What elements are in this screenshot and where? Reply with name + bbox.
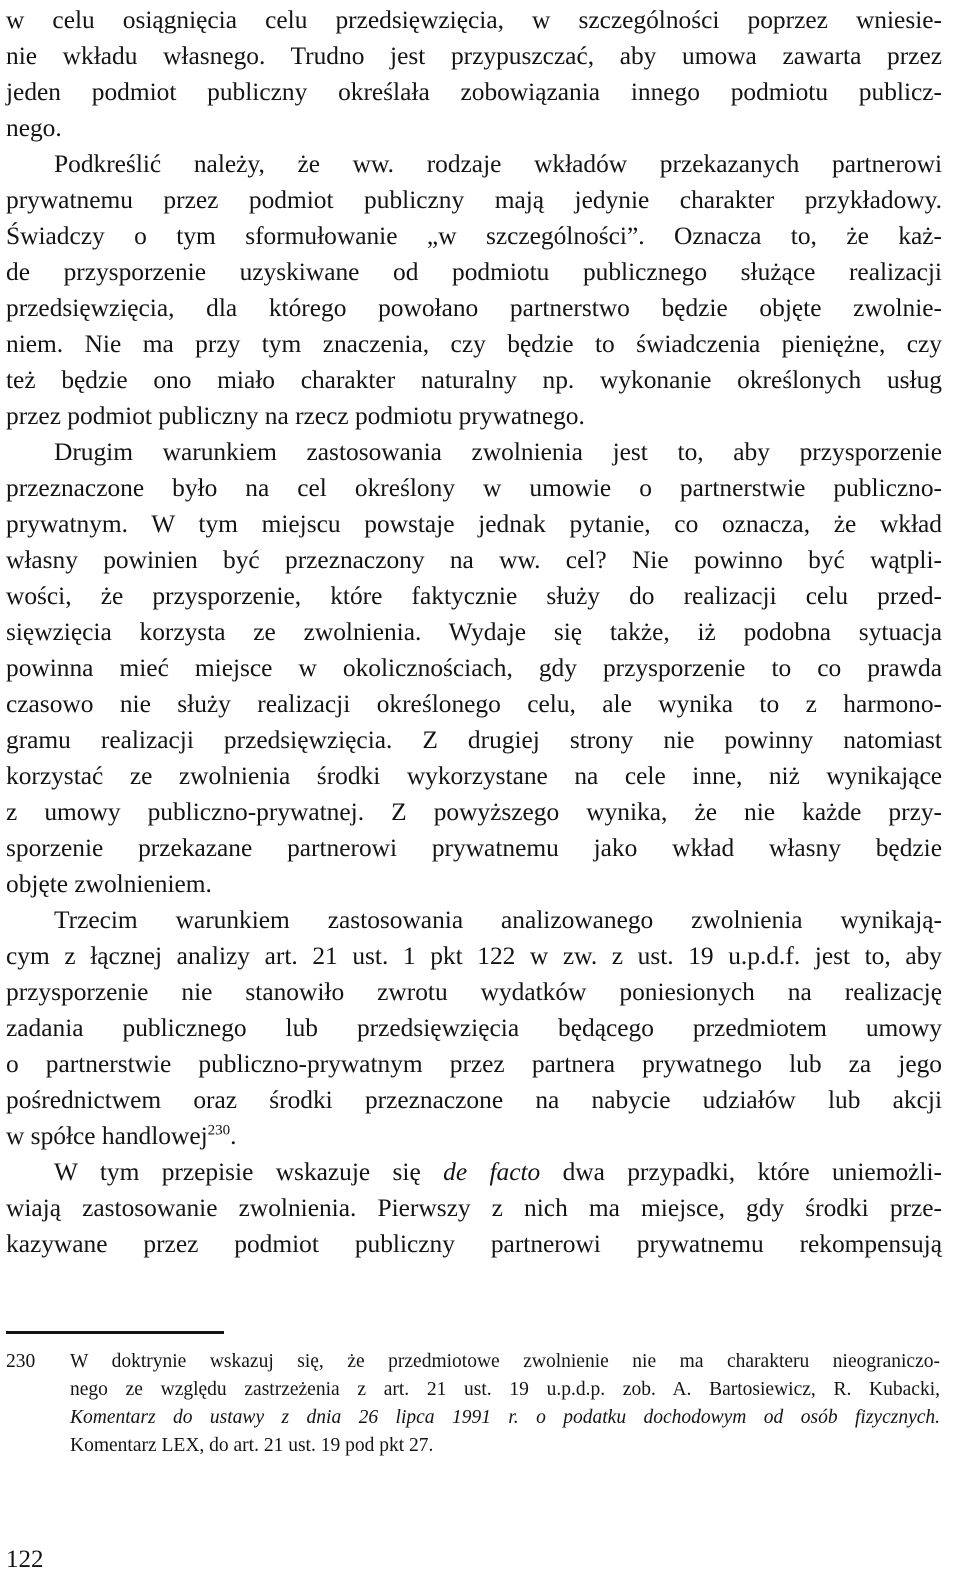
text-line: Świadczy o tym sformułowanie „w szczególności”. Oznacza to, że każ- <box>6 222 942 250</box>
text-line: kazywane przez podmiot publiczny partnerowi prywatnemu rekompensują <box>6 1230 942 1258</box>
text-line: przysporzenie nie stanowiło zwrotu wydatków poniesionych na realizację <box>6 978 942 1006</box>
text-fragment: dwa przypadki, które uniemożli- <box>540 1158 942 1186</box>
footnote-line: Komentarz LEX, do art. 21 ust. 19 pod pkt 27. <box>70 1435 434 1456</box>
paragraph-start-line <box>54 1154 942 1190</box>
text-line: prywatnemu przez podmiot publiczny mają jedynie charakter przykładowy. <box>6 186 942 214</box>
text-fragment: w spółce handlowej <box>6 1122 208 1150</box>
text-line: powinna mieć miejsce w okolicznościach, gdy przysporzenie to co prawda <box>6 654 942 682</box>
text-line: przedsięwzięcia, dla którego powołano partnerstwo będzie objęte zwolnie- <box>6 294 942 322</box>
text-line: pośrednictwem oraz środki przeznaczone na nabycie udziałów lub akcji <box>6 1086 942 1114</box>
text-line: zadania publicznego lub przedsięwzięcia będącego przedmiotem umowy <box>6 1014 942 1042</box>
text-line: nego. <box>6 114 62 142</box>
page-number: 122 <box>6 1546 44 1573</box>
text-line: przeznaczone było na cel określony w umowie o partnerstwie publiczno- <box>6 474 942 502</box>
text-fragment: . <box>230 1122 237 1150</box>
text-line: korzystać ze zwolnienia środki wykorzystane na cele inne, niż wynikające <box>6 762 942 790</box>
text-line: z umowy publiczno-prywatnej. Z powyższego wynika, że nie każde przy- <box>6 798 942 826</box>
text-line: sięwzięcia korzysta ze zwolnienia. Wydaje się także, iż podobna sytuacja <box>6 618 942 646</box>
footnote-reference[interactable]: 230 <box>207 1122 231 1139</box>
text-line: przez podmiot publiczny na rzecz podmiotu prywatnego. <box>6 402 585 430</box>
text-line: własny powinien być przeznaczony na ww. cel? Nie powinno być wątpli- <box>6 546 942 574</box>
footnote-number: 230 <box>6 1351 36 1372</box>
italic-term: de facto <box>443 1158 541 1186</box>
text-line: gramu realizacji przedsięwzięcia. Z drugiej strony nie powinny natomiast <box>6 726 942 754</box>
text-line: o partnerstwie publiczno-prywatnym przez partnera prywatnego lub za jego <box>6 1050 942 1078</box>
text-line: cym z łącznej analizy art. 21 ust. 1 pkt 122 w zw. z ust. 19 u.p.d.f. jest to, aby <box>6 942 942 970</box>
paragraph-start-line: Podkreślić należy, że ww. rodzaje wkładów przekazanych partnerowi <box>54 150 942 178</box>
text-line: nie wkładu własnego. Trudno jest przypuszczać, aby umowa zawarta przez <box>6 42 942 70</box>
text-line: też będzie ono miało charakter naturalny np. wykonanie określonych usług <box>6 366 942 394</box>
text-line: w celu osiągnięcia celu przedsięwzięcia, w szczególności poprzez wniesie- <box>6 6 942 34</box>
text-line <box>6 1118 942 1154</box>
text-line: jeden podmiot publiczny określała zobowiązania innego podmiotu publicz- <box>6 78 942 106</box>
text-line: de przysporzenie uzyskiwane od podmiotu publicznego służące realizacji <box>6 258 942 286</box>
footnote-line: nego ze względu zastrzeżenia z art. 21 ust. 19 u.p.d.p. zob. A. Bartosiewicz, R. Kubacki, <box>70 1379 940 1400</box>
text-line: sporzenie przekazane partnerowi prywatnemu jako wkład własny będzie <box>6 834 942 862</box>
text-line: wiają zastosowanie zwolnienia. Pierwszy z nich ma miejsce, gdy środki prze- <box>6 1194 942 1222</box>
text-line: czasowo nie służy realizacji określonego celu, ale wynika to z harmono- <box>6 690 942 718</box>
footnote-line: Komentarz do ustawy z dnia 26 lipca 1991 r. o podatku dochodowym od osób fizycznych. <box>70 1407 940 1428</box>
footnote-separator <box>6 1331 224 1334</box>
paragraph-start-line: Trzecim warunkiem zastosowania analizowanego zwolnienia wynikają- <box>54 906 942 934</box>
text-line: objęte zwolnieniem. <box>6 870 212 898</box>
footnote-line: W doktrynie wskazuj się, że przedmiotowe zwolnienie nie ma charakteru nieograniczo- <box>70 1351 940 1372</box>
text-line: niem. Nie ma przy tym znaczenia, czy będzie to świadczenia pieniężne, czy <box>6 330 942 358</box>
text-line: wości, że przysporzenie, które faktycznie służy do realizacji celu przed- <box>6 582 942 610</box>
paragraph-start-line: Drugim warunkiem zastosowania zwolnienia jest to, aby przysporzenie <box>54 438 942 466</box>
text-line: prywatnym. W tym miejscu powstaje jednak pytanie, co oznacza, że wkład <box>6 510 942 538</box>
text-fragment: W tym przepisie wskazuje się <box>54 1158 444 1186</box>
